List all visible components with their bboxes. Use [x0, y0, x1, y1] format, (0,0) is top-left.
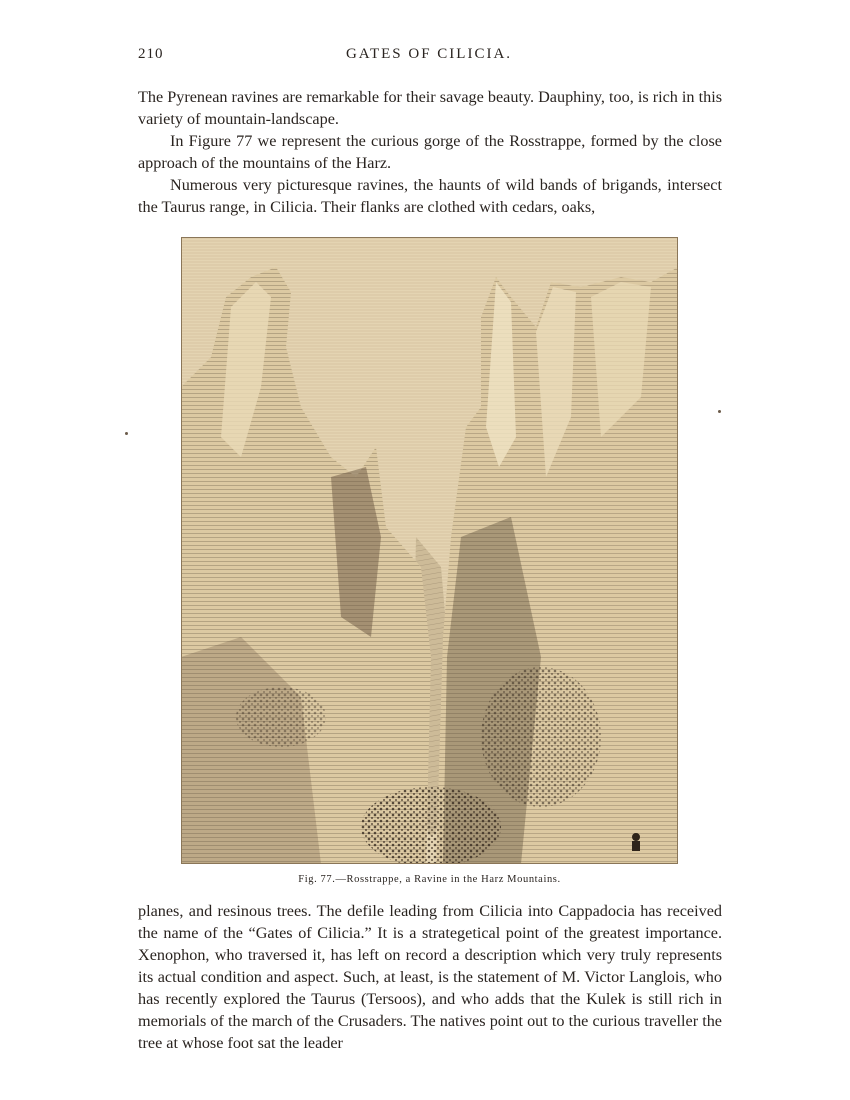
body-text-bottom — [138, 900, 722, 1054]
paragraph: Numerous very picturesque ravines, the haunts of wild bands of brigands, intersect the Taurus range, in Cilicia. Their flanks are clothed with cedars, oaks, — [138, 176, 722, 216]
running-title: GATES OF CILICIA. — [345, 46, 513, 62]
paragraph: planes, and resinous trees. The defile leading from Cilicia into Cappadocia has received the name of the “Gates of Cilicia.” It is a strategetical point of the greatest importance. Xenophon, who traversed it, has left on record a description which very truly represents its actual condition and aspect. Such, at least, is the statement of M. Victor Langlois, who has recently explored the Taurus (Tersoos), and who adds that the Kulek is still rich in memorials of the march of the Crusaders. The natives point out to the curious traveller the tree at whose foot sat the leader — [138, 902, 722, 1052]
page-number: 210 — [138, 46, 164, 62]
page-header — [138, 44, 720, 68]
margin-speck — [125, 432, 128, 435]
paragraph: The Pyrenean ravines are remarkable for their savage beauty. Dauphiny, too, is rich in this variety of mountain-landscape. — [138, 88, 722, 128]
paragraph: In Figure 77 we represent the curious gorge of the Rosstrappe, formed by the close approach of the mountains of the Harz. — [138, 132, 722, 172]
ravine-illustration — [181, 237, 678, 864]
margin-speck — [718, 410, 721, 413]
body-text-top — [138, 86, 722, 218]
engraving-rosstrappe-ravine — [181, 237, 678, 864]
figure-caption: Fig. 77.—Rosstrappe, a Ravine in the Harz Mountains. — [298, 874, 561, 885]
